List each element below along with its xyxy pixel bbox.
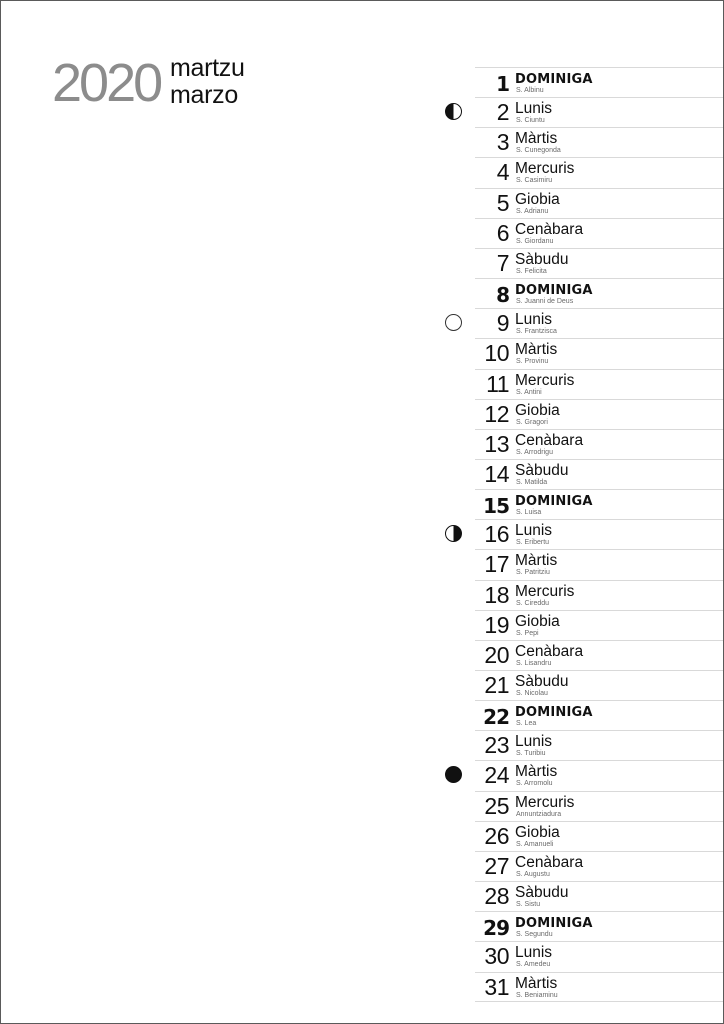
day-number: 8: [496, 283, 509, 308]
day-number: 9: [496, 310, 509, 337]
weekday-name: Cenàbara: [515, 642, 584, 660]
day-row: [1, 97, 723, 127]
weekday-name: Mercuris: [515, 160, 575, 178]
day-row: [1, 760, 723, 790]
day-row: [1, 640, 723, 670]
day-number: 5: [496, 189, 509, 216]
saint-name: S. Nicolau: [516, 690, 548, 697]
weekday-name: Cenàbara: [515, 853, 584, 871]
weekday-name: Cenàbara: [515, 220, 584, 238]
month-name-italian: marzo: [170, 81, 238, 109]
day-number: 24: [484, 762, 509, 789]
weekday-name: Giobia: [515, 190, 560, 208]
day-row: [1, 248, 723, 278]
weekday-name: Màrtis: [515, 763, 558, 781]
saint-name: S. Frantzisca: [516, 328, 557, 336]
day-row: [1, 218, 723, 248]
saint-name: S. Lea: [516, 720, 537, 728]
day-number: 13: [484, 430, 509, 457]
weekday-name: Mercuris: [515, 371, 575, 389]
weekday-name: Màrtis: [515, 552, 558, 570]
day-row: [1, 941, 723, 971]
saint-name: S. Giordanu: [516, 237, 554, 245]
day-number: 18: [484, 581, 509, 608]
day-row: [1, 519, 723, 549]
day-row: [1, 730, 723, 760]
weekday-name: Lunis: [515, 100, 553, 118]
weekday-name: Màrtis: [515, 341, 558, 359]
day-row: [1, 670, 723, 700]
weekday-name: Sàbudu: [515, 461, 569, 479]
day-number: 20: [484, 641, 509, 668]
day-number: 19: [484, 611, 509, 638]
saint-name: S. Ciuntu: [516, 117, 545, 125]
saint-name: S. Amanueli: [516, 840, 554, 848]
day-number: 25: [484, 792, 509, 819]
weekday-name: Mercuris: [515, 582, 575, 600]
day-number: 31: [484, 973, 509, 1000]
day-number: 2: [496, 99, 509, 126]
day-row: [1, 610, 723, 640]
saint-name: S. Arromolu: [516, 780, 553, 788]
weekday-name: Mercuris: [515, 793, 575, 811]
saint-name: S. Arrodrigu: [516, 448, 553, 456]
first-quarter-moon-icon: [445, 103, 462, 120]
day-number: 17: [484, 551, 509, 578]
day-row: [1, 700, 723, 730]
day-row: [1, 127, 723, 157]
saint-name: S. Felicita: [516, 267, 547, 275]
month-name-sardinian: martzu: [170, 54, 245, 82]
saint-name: S. Patritziu: [516, 569, 550, 577]
saint-name: S. Turibiu: [516, 750, 546, 758]
saint-name: S. Pepi: [516, 629, 539, 637]
weekday-name: Sàbudu: [515, 250, 569, 268]
day-row: [1, 821, 723, 851]
weekday-name: Lunis: [515, 944, 553, 962]
weekday-name: Lunis: [515, 311, 553, 329]
weekday-name: Màrtis: [515, 974, 558, 992]
last-quarter-moon-icon: [445, 525, 462, 542]
day-number: 3: [496, 129, 509, 156]
day-row: [1, 67, 723, 97]
day-row: [1, 369, 723, 399]
day-number: 16: [484, 521, 509, 548]
saint-name: S. Amedeu: [516, 961, 551, 969]
saint-name: S. Sistu: [516, 901, 541, 909]
day-number: 1: [496, 72, 509, 96]
day-number: 30: [484, 943, 509, 970]
saint-name: S. Segundu: [516, 931, 553, 939]
day-row: [1, 278, 723, 308]
year-label: 2020: [52, 53, 161, 113]
saint-name: S. Juanni de Deus: [516, 298, 574, 306]
saint-name: S. Provinu: [516, 358, 549, 366]
day-number: 6: [496, 219, 509, 246]
day-number: 12: [484, 400, 509, 427]
saint-name: S. Cunegonda: [516, 147, 561, 155]
saint-name: S. Beniaminu: [516, 991, 558, 999]
day-row: [1, 881, 723, 911]
day-number: 10: [484, 340, 509, 367]
day-number: 27: [484, 852, 509, 879]
day-number: 28: [484, 883, 509, 910]
day-row: [1, 188, 723, 218]
day-row: [1, 580, 723, 610]
weekday-name: Giobia: [515, 401, 560, 419]
saint-name: S. Cireddu: [516, 599, 550, 607]
day-number: 4: [496, 159, 509, 186]
day-number: 15: [483, 494, 509, 519]
weekday-name: DOMINIGA: [515, 72, 593, 87]
weekday-name: Lunis: [515, 522, 553, 540]
full-moon-icon: [445, 314, 462, 331]
day-row: [1, 972, 723, 1002]
saint-name: S. Eribertu: [516, 539, 550, 547]
day-row: [1, 399, 723, 429]
day-number: 26: [484, 822, 509, 849]
weekday-name: Sàbudu: [515, 673, 569, 690]
new-moon-icon: [445, 766, 462, 783]
saint-name: S. Matilda: [516, 478, 548, 486]
weekday-name: Giobia: [515, 612, 560, 630]
weekday-name: Lunis: [515, 733, 553, 751]
day-number: 11: [486, 370, 509, 397]
day-number: 14: [484, 460, 509, 487]
saint-name: S. Antini: [516, 388, 542, 396]
saint-name: S. Casimiru: [516, 177, 553, 185]
day-number: 29: [483, 916, 509, 941]
weekday-name: Cenàbara: [515, 431, 584, 449]
day-row: [1, 549, 723, 579]
weekday-name: Giobia: [515, 823, 560, 841]
weekday-name: DOMINIGA: [515, 283, 593, 299]
weekday-name: DOMINIGA: [515, 494, 593, 510]
day-number: 7: [496, 249, 509, 276]
day-row: [1, 157, 723, 187]
saint-name: S. Adrianu: [516, 207, 549, 215]
saint-name: S. Augustu: [516, 870, 550, 878]
day-row: [1, 429, 723, 459]
weekday-name: DOMINIGA: [515, 916, 593, 932]
day-row: [1, 911, 723, 941]
day-row: [1, 459, 723, 489]
day-row: [1, 338, 723, 368]
weekday-name: DOMINIGA: [515, 705, 593, 721]
day-row: [1, 791, 723, 821]
weekday-name: Sàbudu: [515, 884, 569, 902]
weekday-name: Màrtis: [515, 130, 558, 148]
day-number: 23: [484, 732, 509, 759]
saint-name: S. Lisandru: [516, 659, 552, 667]
saint-name: Annuntziadura: [516, 810, 562, 818]
day-row: [1, 489, 723, 519]
saint-name: S. Gragori: [516, 418, 548, 426]
saint-name: S. Albinu: [516, 87, 544, 94]
day-number: 21: [484, 672, 509, 698]
day-row: [1, 851, 723, 881]
saint-name: S. Luisa: [516, 509, 542, 517]
day-number: 22: [483, 705, 509, 730]
day-row: [1, 308, 723, 338]
